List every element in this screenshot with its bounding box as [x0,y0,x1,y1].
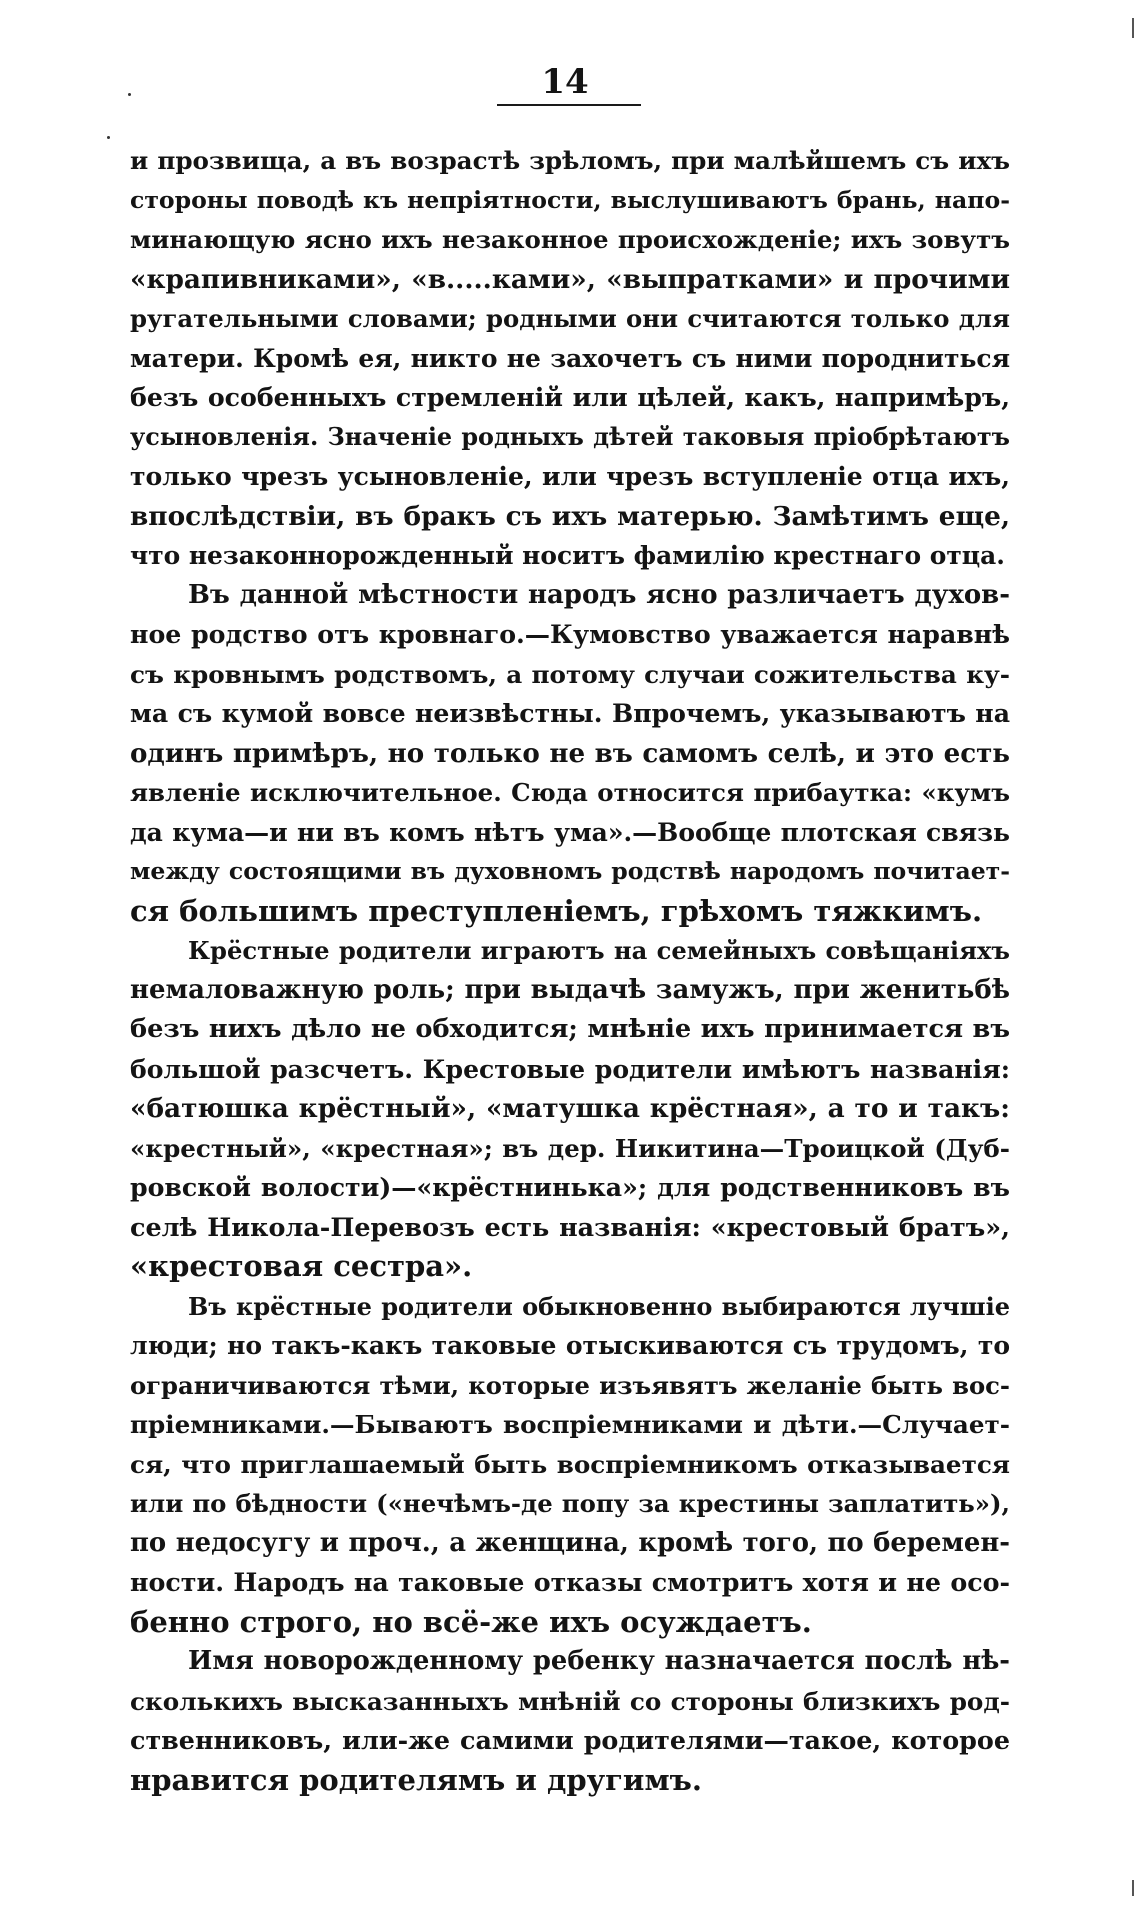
text-line: ся, что приглашаемый быть воспріемникомъ отказывается [130,1449,1010,1479]
text-line: «крестный», «крестная»; въ дер. Никитина—Троицкой (Дуб- [130,1133,1010,1163]
text-line: усыновленія. Значеніе родныхъ дѣтей таковыя пріобрѣтаютъ [130,422,1010,451]
text-line: да кума—и ни въ комъ нѣтъ ума».—Вообще плотская связь [130,817,1010,847]
text-line: «крестовая сестра». [130,1249,473,1283]
text-line: «батюшка крёстный», «матушка крёстная», а то и такъ: [130,1093,1010,1124]
page-edge-mark [1132,18,1134,38]
text-line: ственниковъ, или-же самими родителями—такое, которое [130,1725,1010,1755]
text-line: безъ нихъ дѣло не обходится; мнѣніе ихъ принимается въ [130,1014,1010,1044]
paragraph-5 [130,1642,1010,1800]
text-line: ругательными словами; родными они считаются только для [130,304,1010,333]
text-line: ности. Народъ на таковые отказы смотритъ хотя и не осо- [130,1567,1010,1597]
text-line: «крапивниками», «в.....ками», «выпратками» и прочими [130,263,1010,295]
text-line: селѣ Никола-Перевозъ есть названія: «крестовый братъ», [130,1211,1010,1242]
text-line: съ кровнымъ родствомъ, а потому случаи сожительства ку- [130,659,1010,689]
print-speck [128,93,131,96]
text-line: немаловажную роль; при выдачѣ замужъ, при женитьбѣ [130,974,1010,1005]
text-line: по недосугу и проч., а женщина, кромѣ того, по беремен- [130,1527,1010,1558]
paragraph-2 [130,576,1010,932]
body-text [130,141,1010,1800]
text-line: одинъ примѣръ, но только не въ самомъ селѣ, и это есть [130,737,1010,769]
text-line: только чрезъ усыновленіе, или чрезъ вступленіе отца ихъ, [130,461,1010,491]
text-line: ма съ кумой вовсе неизвѣстны. Впрочемъ, указываютъ на [130,698,1010,728]
text-line: Имя новорожденному ребенку назначается послѣ нѣ- [188,1646,1010,1676]
text-line: что незаконнорожденный носитъ фамилію крестнаго отца. [130,541,1005,570]
paragraph-1 [130,141,1010,576]
page-number: 14 [541,62,589,102]
text-line: ся большимъ преступленіемъ, грѣхомъ тяжкимъ. [130,893,983,928]
print-speck [107,136,110,139]
paragraph-4 [130,1287,1010,1643]
text-line: бенно строго, но всё-же ихъ осуждаетъ. [130,1604,812,1639]
page-edge-mark [1132,1880,1134,1896]
paragraph-3 [130,931,1010,1287]
text-line: или по бѣдности («нечѣмъ-де попу за крестины заплатить»), [130,1489,1010,1518]
text-line: стороны поводѣ къ непріятности, выслушиваютъ брань, напо- [130,185,1010,214]
text-line: между состоящими въ духовномъ родствѣ народомъ почитает- [130,857,1010,885]
text-line: Крёстные родители играютъ на семейныхъ совѣщаніяхъ [188,936,1010,965]
text-line: ное родство отъ кровнаго.—Кумовство уважается наравнѣ [130,619,1010,649]
text-line: безъ особенныхъ стремленій или цѣлей, какъ, напримѣръ, [130,382,1010,412]
text-line: Въ данной мѣстности народъ ясно различаетъ духов- [188,579,1010,610]
header-rule [497,104,641,106]
text-line: ровской волости)—«крёстнинька»; для родственниковъ въ [130,1172,1010,1202]
text-line: впослѣдствіи, въ бракъ съ ихъ матерью. Замѣтимъ еще, [130,500,1010,532]
text-line: явленіе исключительное. Сюда относится прибаутка: «кумъ [130,778,1010,807]
text-line: и прозвища, а въ возрастѣ зрѣломъ, при малѣйшемъ съ ихъ [130,146,1010,175]
text-line: пріемниками.—Бываютъ воспріемниками и дѣти.—Случает- [130,1410,1010,1439]
text-line: минающую ясно ихъ незаконное происхожденіе; ихъ зовутъ [130,225,1010,254]
text-line: люди; но такъ-какъ таковые отыскиваются съ трудомъ, то [130,1331,1010,1360]
text-line: Въ крёстные родители обыкновенно выбираются лучшіе [188,1291,1010,1321]
text-line: большой разсчетъ. Крестовые родители имѣютъ названія: [130,1053,1010,1084]
text-line: нравится родителямъ и другимъ. [130,1762,702,1797]
text-line: матери. Кромѣ ея, никто не захочетъ съ ними породниться [130,343,1010,373]
text-line: ограничиваются тѣми, которые изъявятъ желаніе быть вос- [130,1370,1010,1400]
text-line: сколькихъ высказанныхъ мнѣній со стороны близкихъ род- [130,1686,1010,1716]
